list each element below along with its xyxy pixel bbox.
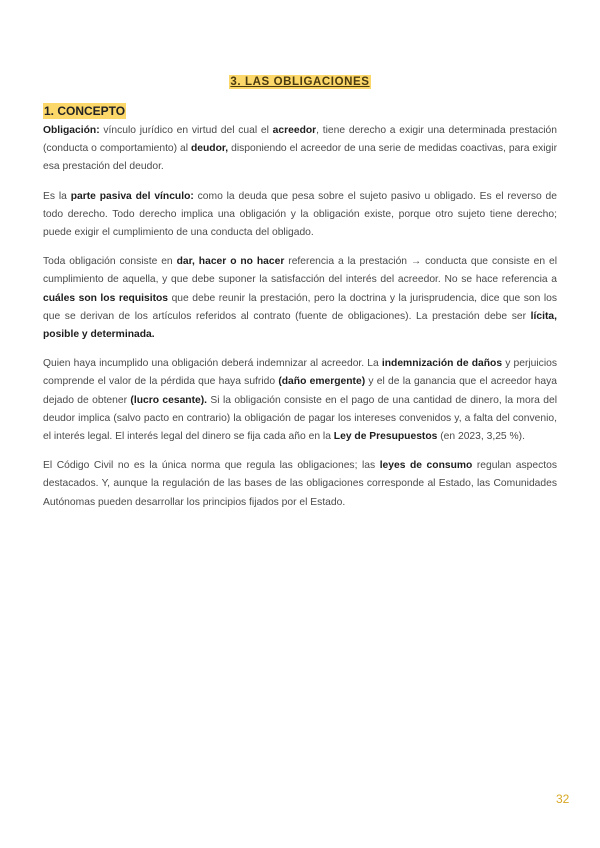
bold-term: deudor, [190, 143, 229, 155]
bold-term: acreedor [272, 125, 317, 136]
paragraph [43, 188, 557, 243]
bold-term: (daño emergente) [278, 376, 366, 388]
paragraph [43, 457, 557, 512]
bold-term: leyes de consumo [379, 460, 473, 472]
text-run: Quien haya incumplido una obligación deberá indemnizar al acreedor. La [43, 358, 382, 370]
bold-term: (lucro cesante). [130, 394, 208, 406]
bold-term: Ley de Presupuestos [333, 431, 438, 443]
text-run: (en 2023, 3,25 %). [437, 431, 525, 443]
text-run: referencia a la prestación → conducta que consiste en el cumplimiento de aquella, y que debe suponer la satisfacción del interés del acreedor. No se hace referencia a [43, 256, 557, 286]
text-run: Toda obligación consiste en [43, 256, 177, 268]
text-run: El Código Civil no es la única norma que regula las obligaciones; las [43, 460, 380, 472]
chapter-title [0, 72, 600, 90]
paragraph [43, 122, 557, 177]
text-run: , tiene derecho a exigir una determinada prestación (conducta o comportamiento) al [43, 125, 558, 155]
text-run: como la deuda que pesa sobre el sujeto pasivo u obligado. Es el reverso de todo derecho. Todo derecho implica una obligación y la obligación existe, porque otro sujeto tiene derecho; puede exigir el cumplimiento de una conducta del obligado. [43, 190, 557, 239]
text-run: disponiendo el acreedor de una serie de medidas coactivas, para exigir esa prestación del deudor. [43, 143, 558, 173]
document-body [43, 122, 557, 523]
chapter-title-text: 3. LAS OBLIGACIONES [230, 76, 370, 88]
bold-term: Obligación: [43, 125, 100, 136]
text-run: y perjuicios comprende el valor de la pérdida que haya sufrido [43, 358, 557, 388]
bold-term: dar, hacer o no hacer [176, 256, 285, 268]
section-heading: 1. CONCEPTO [44, 104, 126, 118]
page-number: 32 [556, 792, 570, 806]
paragraph [43, 355, 557, 446]
text-run: regulan aspectos destacados. Y, aunque la regulación de las bases de las obligaciones corresponde al Estado, las Comunidades Autónomas pueden desarrollar los principios fijados por el Estado. [43, 460, 557, 508]
text-run: vínculo jurídico en virtud del cual el [99, 125, 273, 136]
bold-term: indemnización de daños [381, 358, 503, 370]
text-run: que debe reunir la prestación, pero la doctrina y la jurisprudencia, dice que son los que se derivan de los artículos referidos al contrato (fuente de obligaciones). La prestación debe ser [43, 292, 557, 322]
paragraph [43, 253, 557, 344]
text-run: y el de la ganancia que el acreedor haya dejado de obtener [43, 376, 557, 406]
bold-term: parte pasiva del vínculo: [70, 190, 194, 202]
text-run: Si la obligación consiste en el pago de una cantidad de dinero, la mora del deudor implica (salvo pacto en contrario) la obligación de pagar los intereses convenidos y, a falta del convenio, el interés legal. El interés legal del dinero se fija cada año en la [43, 394, 557, 443]
text-run: Es la [43, 190, 71, 202]
bold-term: cuáles son los requisitos [43, 292, 169, 304]
bold-term: lícita, posible y determinada. [43, 310, 557, 341]
